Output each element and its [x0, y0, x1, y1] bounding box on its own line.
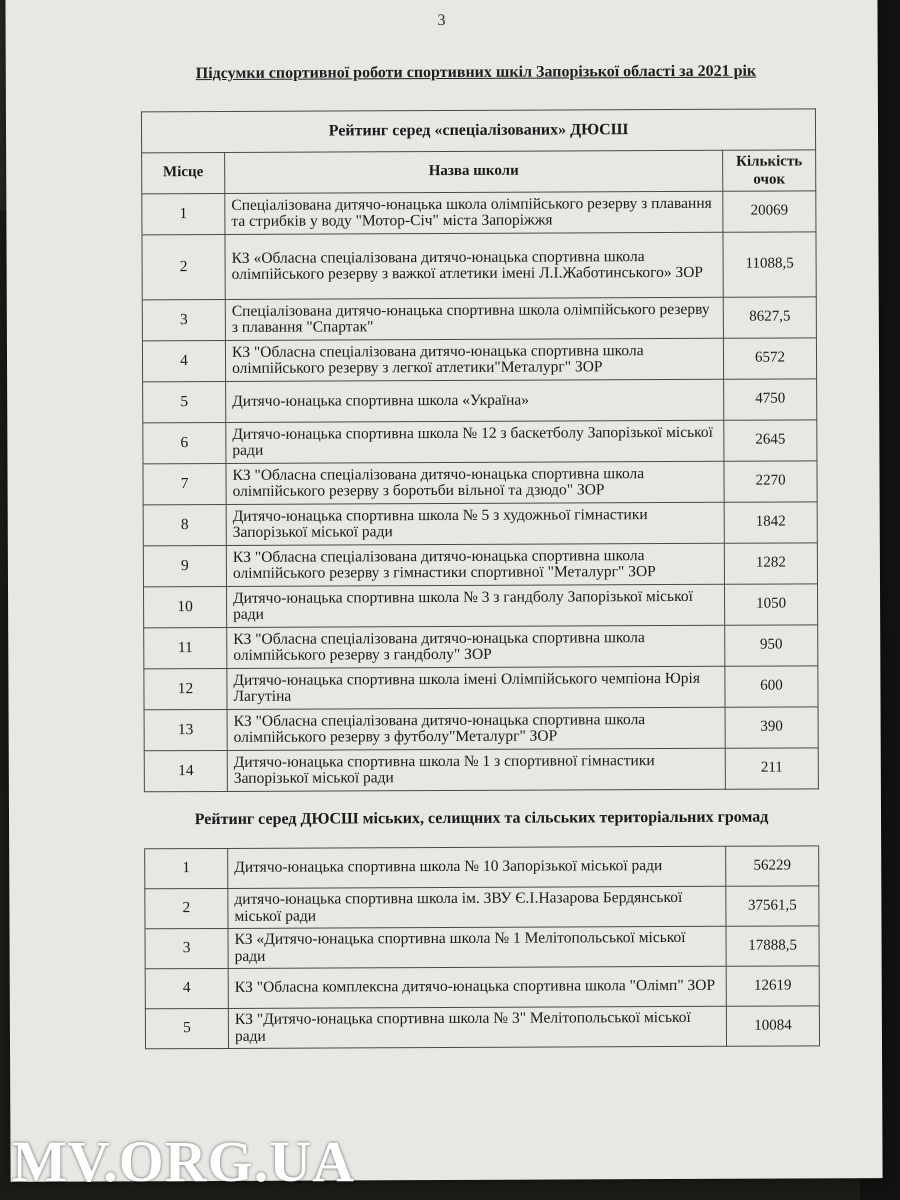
table-row — [143, 502, 817, 546]
column-header-name: Назва школи — [225, 150, 723, 193]
page-number: 3 — [437, 11, 446, 30]
school-name-cell: КЗ «Обласна спеціалізована дитячо-юнацька спортивна школа олімпійського резерву з важкої атлетики імені Л.І.Жаботинського» ЗОР — [225, 232, 723, 299]
points-cell: 390 — [725, 707, 818, 748]
school-name-cell: КЗ "Обласна спеціалізована дитячо-юнацька спортивна школа олімпійського резерву з боротьби вільної та дзюдо" ЗОР — [226, 461, 724, 504]
points-cell: 56229 — [726, 846, 819, 886]
table-row — [145, 1006, 819, 1049]
points-cell: 600 — [725, 666, 818, 707]
table-row — [142, 297, 816, 341]
section2-heading: Рейтинг серед ДЮСШ міських, селищних та сільських територіальних громад — [144, 789, 818, 849]
place-cell: 5 — [143, 381, 226, 422]
column-header-points: Кількість очок — [723, 150, 816, 191]
school-name-cell: КЗ "Дитячо-юнацька спортивна школа № 3" Мелітопольської міської ради — [228, 1006, 726, 1048]
school-name-cell: КЗ "Обласна спеціалізована дитячо-юнацька спортивна школа олімпійського резерву з гандболу" ЗОР — [227, 625, 725, 668]
table-row — [145, 846, 819, 889]
school-name-cell: Спеціалізована дитячо-юнацька спортивна школа олімпійського резерву з плавання "Спартак" — [225, 297, 723, 340]
school-name-cell: Дитячо-юнацька спортивна школа № 10 Запорізької міської ради — [228, 846, 726, 888]
place-cell: 5 — [145, 1008, 228, 1048]
points-cell: 1282 — [724, 543, 817, 584]
points-cell: 2645 — [724, 420, 817, 461]
table-row — [145, 926, 819, 969]
header-row — [142, 150, 816, 194]
school-name-cell: Спеціалізована дитячо-юнацька школа олімпійського резерву з плавання та стрибків у воду "Мотор-Січ" міста Запоріжжя — [225, 191, 723, 234]
school-name-cell: дитячо-юнацька спортивна школа ім. ЗВУ Є.І.Назарова Бердянської міської ради — [228, 886, 726, 928]
table-row — [143, 379, 817, 423]
place-cell: 3 — [142, 299, 225, 340]
place-cell: 1 — [142, 193, 225, 234]
section2-heading-row — [144, 789, 818, 849]
school-name-cell: КЗ "Обласна комплексна дитячо-юнацька спортивна школа "Олімп" ЗОР — [228, 966, 726, 1008]
school-name-cell: КЗ "Обласна спеціалізована дитячо-юнацька спортивна школа олімпійського резерву з футболу"Металург" ЗОР — [227, 707, 725, 750]
points-cell: 211 — [725, 748, 818, 789]
table-row — [142, 232, 816, 300]
table-row — [143, 420, 817, 464]
points-cell: 11088,5 — [723, 232, 816, 297]
place-cell: 13 — [144, 709, 227, 750]
school-name-cell: КЗ "Обласна спеціалізована дитячо-юнацька спортивна школа олімпійського резерву з гімнастики спортивної "Металург" ЗОР — [226, 543, 724, 586]
table-row — [144, 748, 818, 792]
place-cell: 2 — [142, 234, 225, 299]
school-name-cell: КЗ «Дитячо-юнацька спортивна школа № 1 Мелітопольської міської ради — [228, 926, 726, 968]
points-cell: 1050 — [724, 584, 817, 625]
table-row — [142, 191, 816, 235]
place-cell: 4 — [145, 968, 228, 1008]
document-page — [5, 0, 882, 1182]
place-cell: 4 — [142, 340, 225, 381]
watermark: MV.ORG.UA — [12, 1129, 356, 1194]
points-cell: 6572 — [723, 338, 816, 379]
school-name-cell: КЗ "Обласна спеціалізована дитячо-юнацька спортивна школа олімпійського резерву з легкої атлетики"Металург" ЗОР — [225, 338, 723, 381]
place-cell: 9 — [143, 545, 226, 586]
points-cell: 12619 — [726, 966, 819, 1006]
place-cell: 6 — [143, 422, 226, 463]
points-cell: 1842 — [724, 502, 817, 543]
table-row — [145, 886, 819, 929]
place-cell: 11 — [144, 627, 227, 668]
place-cell: 3 — [145, 928, 228, 968]
school-name-cell: Дитячо-юнацька спортивна школа № 12 з баскетболу Запорізької міської ради — [226, 420, 724, 463]
section1-heading-row — [141, 109, 815, 153]
points-cell: 10084 — [726, 1006, 819, 1046]
place-cell: 8 — [143, 504, 226, 545]
school-name-cell: Дитячо-юнацька спортивна школа № 3 з гандболу Запорізької міської ради — [227, 584, 725, 627]
points-cell: 17888,5 — [726, 926, 819, 966]
points-cell: 37561,5 — [726, 886, 819, 926]
points-cell: 950 — [725, 625, 818, 666]
school-name-cell: Дитячо-юнацька спортивна школа № 1 з спортивної гімнастики Запорізької міської ради — [227, 748, 725, 791]
table-row — [143, 543, 817, 587]
points-cell: 4750 — [724, 379, 817, 420]
table-row — [144, 625, 818, 669]
document-title: Підсумки спортивної роботи спортивних шкіл Запорізької області за 2021 рік — [195, 62, 757, 83]
school-name-cell: Дитячо-юнацька спортивна школа № 5 з художньої гімнастики Запорізької міської ради — [226, 502, 724, 545]
school-name-cell: Дитячо-юнацька спортивна школа імені Олімпійського чемпіона Юрія Лагутіна — [227, 666, 725, 709]
place-cell: 14 — [144, 750, 227, 791]
place-cell: 2 — [145, 888, 228, 928]
section1-heading: Рейтинг серед «спеціалізованих» ДЮСШ — [141, 109, 815, 153]
school-name-cell: Дитячо-юнацька спортивна школа «Україна» — [226, 379, 724, 422]
place-cell: 1 — [145, 848, 228, 888]
table-row — [144, 666, 818, 710]
results-table — [141, 108, 820, 1049]
points-cell: 2270 — [724, 461, 817, 502]
table-row — [142, 338, 816, 382]
points-cell: 8627,5 — [723, 297, 816, 338]
place-cell: 7 — [143, 463, 226, 504]
points-cell: 20069 — [723, 191, 816, 232]
table-row — [144, 707, 818, 751]
table-row — [143, 461, 817, 505]
table-row — [145, 966, 819, 1009]
place-cell: 12 — [144, 668, 227, 709]
place-cell: 10 — [144, 586, 227, 627]
column-header-place: Місце — [142, 152, 225, 193]
table-row — [144, 584, 818, 628]
